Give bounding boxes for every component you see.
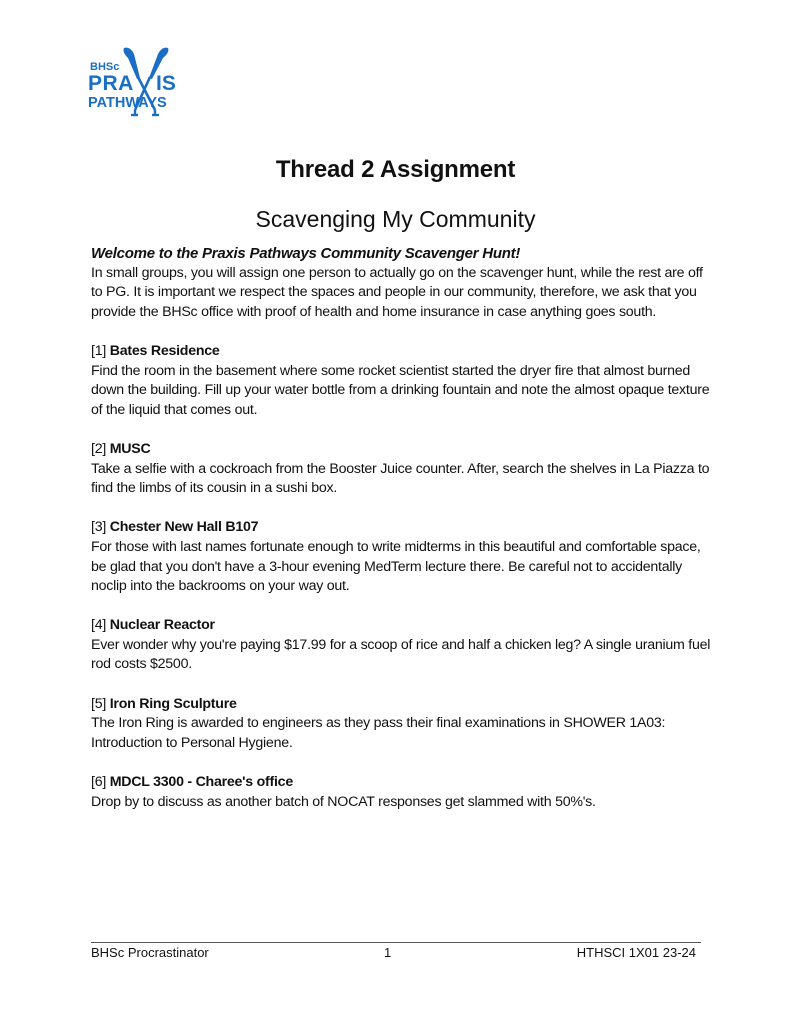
logo-pathways-text: PATHWAYS	[88, 95, 167, 111]
hunt-item-number: [4]	[91, 617, 107, 634]
hunt-item	[91, 342, 711, 420]
logo-bhsc-text: BHSc	[90, 61, 120, 73]
footer-divider	[91, 942, 701, 943]
welcome-heading: Welcome to the Praxis Pathways Community Scavenger Hunt!	[91, 245, 521, 262]
hunt-item-description: Drop by to discuss as another batch of NOCAT responses get slammed with 50%'s.	[91, 793, 596, 810]
hunt-item-heading	[91, 773, 711, 793]
hunt-item-description: Ever wonder why you're paying $17.99 for a scoop of rice and half a chicken leg? A single uranium fuel rod costs $2500.	[91, 636, 711, 673]
logo-praxis-left-text: PRA	[88, 72, 134, 95]
hunt-item-number: [1]	[91, 342, 107, 359]
hunt-item-description: The Iron Ring is awarded to engineers as they pass their final examinations in SHOWER 1A03: Introduction to Personal Hygiene.	[91, 715, 666, 751]
hunt-item	[91, 695, 711, 754]
footer-author: BHSc Procrastinator	[91, 945, 209, 960]
praxis-pathways-logo	[88, 44, 184, 124]
intro-paragraph: In small groups, you will assign one person to actually go on the scavenger hunt, while the rest are off to PG. It is important we respect the spaces and people in our community, therefore, we ask that you provide the BHSc office with proof of health and home insurance in case anything goes south.	[91, 264, 703, 320]
hunt-item-heading	[91, 342, 711, 362]
hunt-item-heading	[91, 440, 711, 460]
crossed-oars-icon	[88, 44, 184, 124]
document-title: Thread 2 Assignment	[275, 156, 516, 183]
hunt-item-description: For those with last names fortunate enough to write midterms in this beautiful and comfortable space, be glad that you don't have a 3-hour evening MedTerm lecture there. Be careful not to accidentally noclip into the backrooms on your way out.	[91, 538, 701, 595]
hunt-item	[91, 518, 711, 596]
hunt-item	[91, 440, 711, 499]
hunt-item-number: [6]	[91, 774, 107, 791]
document-subtitle: Scavenging My Community	[255, 206, 536, 232]
hunt-item-description: Find the room in the basement where some rocket scientist started the dryer fire that almost burned down the building. Fill up your water bottle from a drinking fountain and note the almost opaque texture of the liquid that comes out.	[91, 362, 710, 418]
hunt-item-location: Iron Ring Sculpture	[109, 695, 237, 712]
hunt-item-number: [5]	[91, 695, 107, 712]
hunt-item-heading	[91, 616, 711, 636]
logo-praxis-right-text: IS	[156, 72, 176, 95]
document-body	[91, 244, 711, 832]
hunt-item-location: MUSC	[109, 440, 151, 457]
hunt-item-heading	[91, 518, 711, 538]
hunt-item-number: [3]	[91, 519, 107, 536]
footer-page-number: 1	[384, 945, 392, 960]
hunt-item	[91, 616, 711, 675]
hunt-item-description: Take a selfie with a cockroach from the Booster Juice counter. After, search the shelves in La Piazza to find the limbs of its cousin in a sushi box.	[91, 460, 710, 497]
hunt-item-location: MDCL 3300 - Charee's office	[109, 774, 293, 791]
hunt-item	[91, 773, 711, 812]
footer-course-code: HTHSCI 1X01 23-24	[576, 945, 696, 960]
hunt-item-location: Bates Residence	[109, 342, 220, 359]
hunt-item-location: Chester New Hall B107	[109, 519, 259, 536]
hunt-item-heading	[91, 695, 711, 715]
hunt-item-number: [2]	[91, 440, 107, 457]
hunt-item-location: Nuclear Reactor	[109, 617, 215, 634]
